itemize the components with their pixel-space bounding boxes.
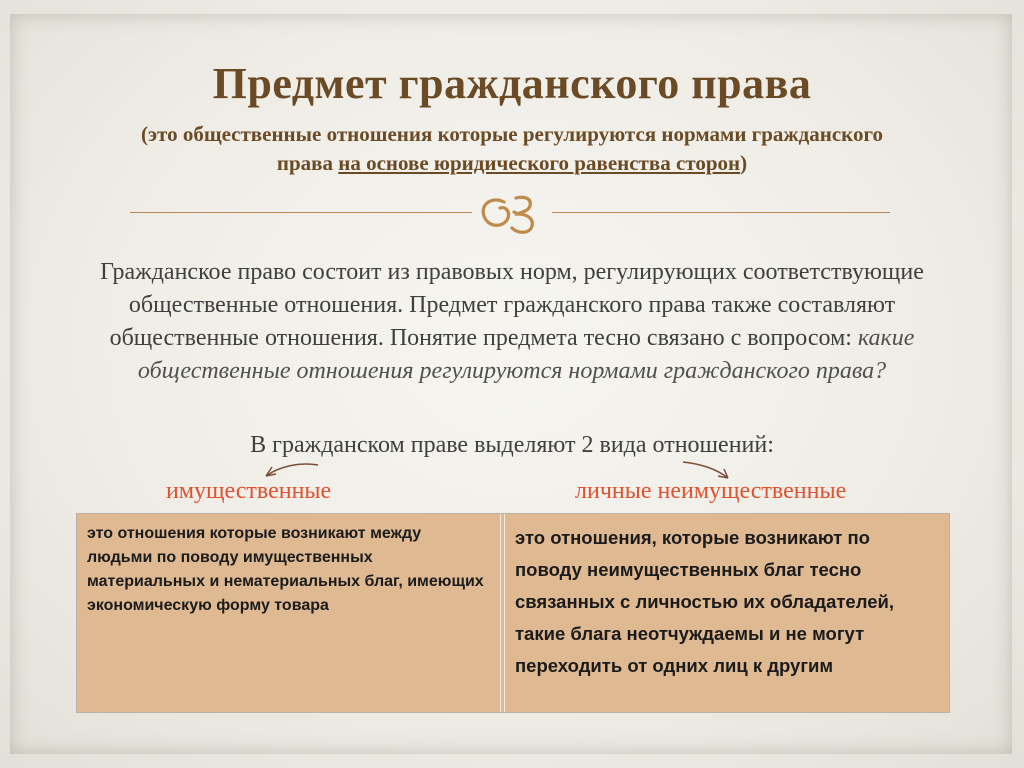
body-paragraph-text: Гражданское право состоит из правовых норм, регулирующих соответствующие общественные отношения. Предмет гражданского права также составляют общественные отношения. Понятие предмета тесно связано с вопросом: — [100, 259, 924, 351]
body-paragraph — [80, 256, 944, 388]
divider-left — [130, 212, 472, 213]
kinds-intro: В гражданском праве выделяют 2 вида отношений: — [250, 432, 774, 458]
subtitle-text: (это общественные отношения которые регулируются нормами гражданского права — [140, 122, 884, 175]
divider-right — [552, 212, 890, 213]
relations-table — [76, 513, 950, 713]
subtitle — [130, 120, 894, 178]
table-cell-property: это отношения которые возникают между людьми по поводу имущественных материальных и нематериальных благ, имеющих экономическую форму товара — [77, 514, 501, 712]
subtitle-close: ) — [740, 151, 748, 175]
body-paragraph-question: какие общественные отношения регулируются нормами гражданского права? — [137, 325, 915, 384]
kind-label-personal: личные неимущественные — [575, 478, 847, 504]
subtitle-underlined-text: на основе юридического равенства сторон — [338, 151, 741, 175]
kind-label-property: имущественные — [166, 478, 332, 504]
page-title: Предмет гражданского права — [212, 59, 812, 108]
table-cell-personal: это отношения, которые возникают по поводу неимущественных благ тесно связанных с личностью их обладателей, такие блага неотчуждаемы и не могут переходить от одних лиц к другим — [501, 514, 948, 712]
ornament-icon — [474, 188, 550, 236]
